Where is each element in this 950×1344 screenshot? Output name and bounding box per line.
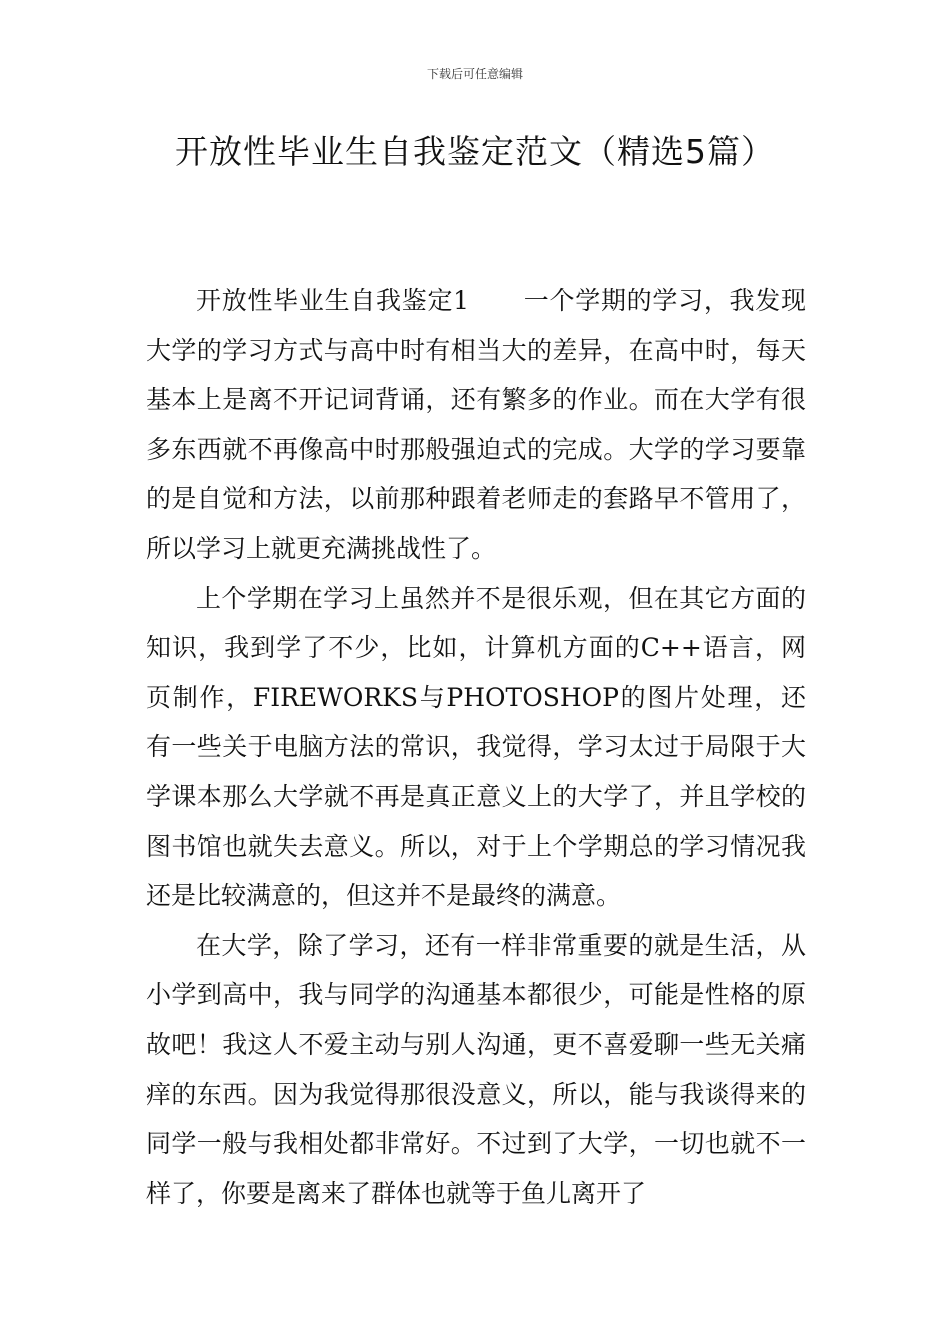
paragraph-3: 在大学，除了学习，还有一样非常重要的就是生活，从小学到高中，我与同学的沟通基本都很少，可能是性格的原故吧！我这人不爱主动与别人沟通，更不喜爱聊一些无关痛痒的东西。因为我觉得那很没意义，所以，能与我谈得来的同学一般与我相处都非常好。不过到了大学，一切也就不一样了，你要是离来了群体也就等于鱼儿离开了: [146, 930, 806, 1208]
paragraph-1: [146, 276, 806, 574]
page-header-note: 下载后可任意编辑: [426, 67, 523, 81]
paragraph-2: 上个学期在学习上虽然并不是很乐观，但在其它方面的知识，我到学了不少，比如，计算机方面的C++语言，网页制作，FIREWORKS与PHOTOSHOP的图片处理，还有一些关于电脑方法的常识，我觉得，学习太过于局限于大学课本那么大学就不再是真正意义上的大学了，并且学校的图书馆也就失去意义。所以，对于上个学期总的学习情况我还是比较满意的，但这并不是最终的满意。: [146, 583, 806, 911]
paragraph-1-text: 一个学期的学习，我发现大学的学习方式与高中时有相当大的差异，在高中时，每天基本上是离不开记词背诵，还有繁多的作业。而在大学有很多东西就不再像高中时那般强迫式的完成。大学的学习要靠的是自觉和方法，以前那种跟着老师走的套路早不管用了，所以学习上就更充满挑战性了。: [146, 286, 806, 563]
section-heading: 开放性毕业生自我鉴定1: [196, 286, 470, 315]
document-title: 开放性毕业生自我鉴定范文（精选5篇）: [175, 132, 775, 171]
document-body: [146, 276, 806, 1218]
